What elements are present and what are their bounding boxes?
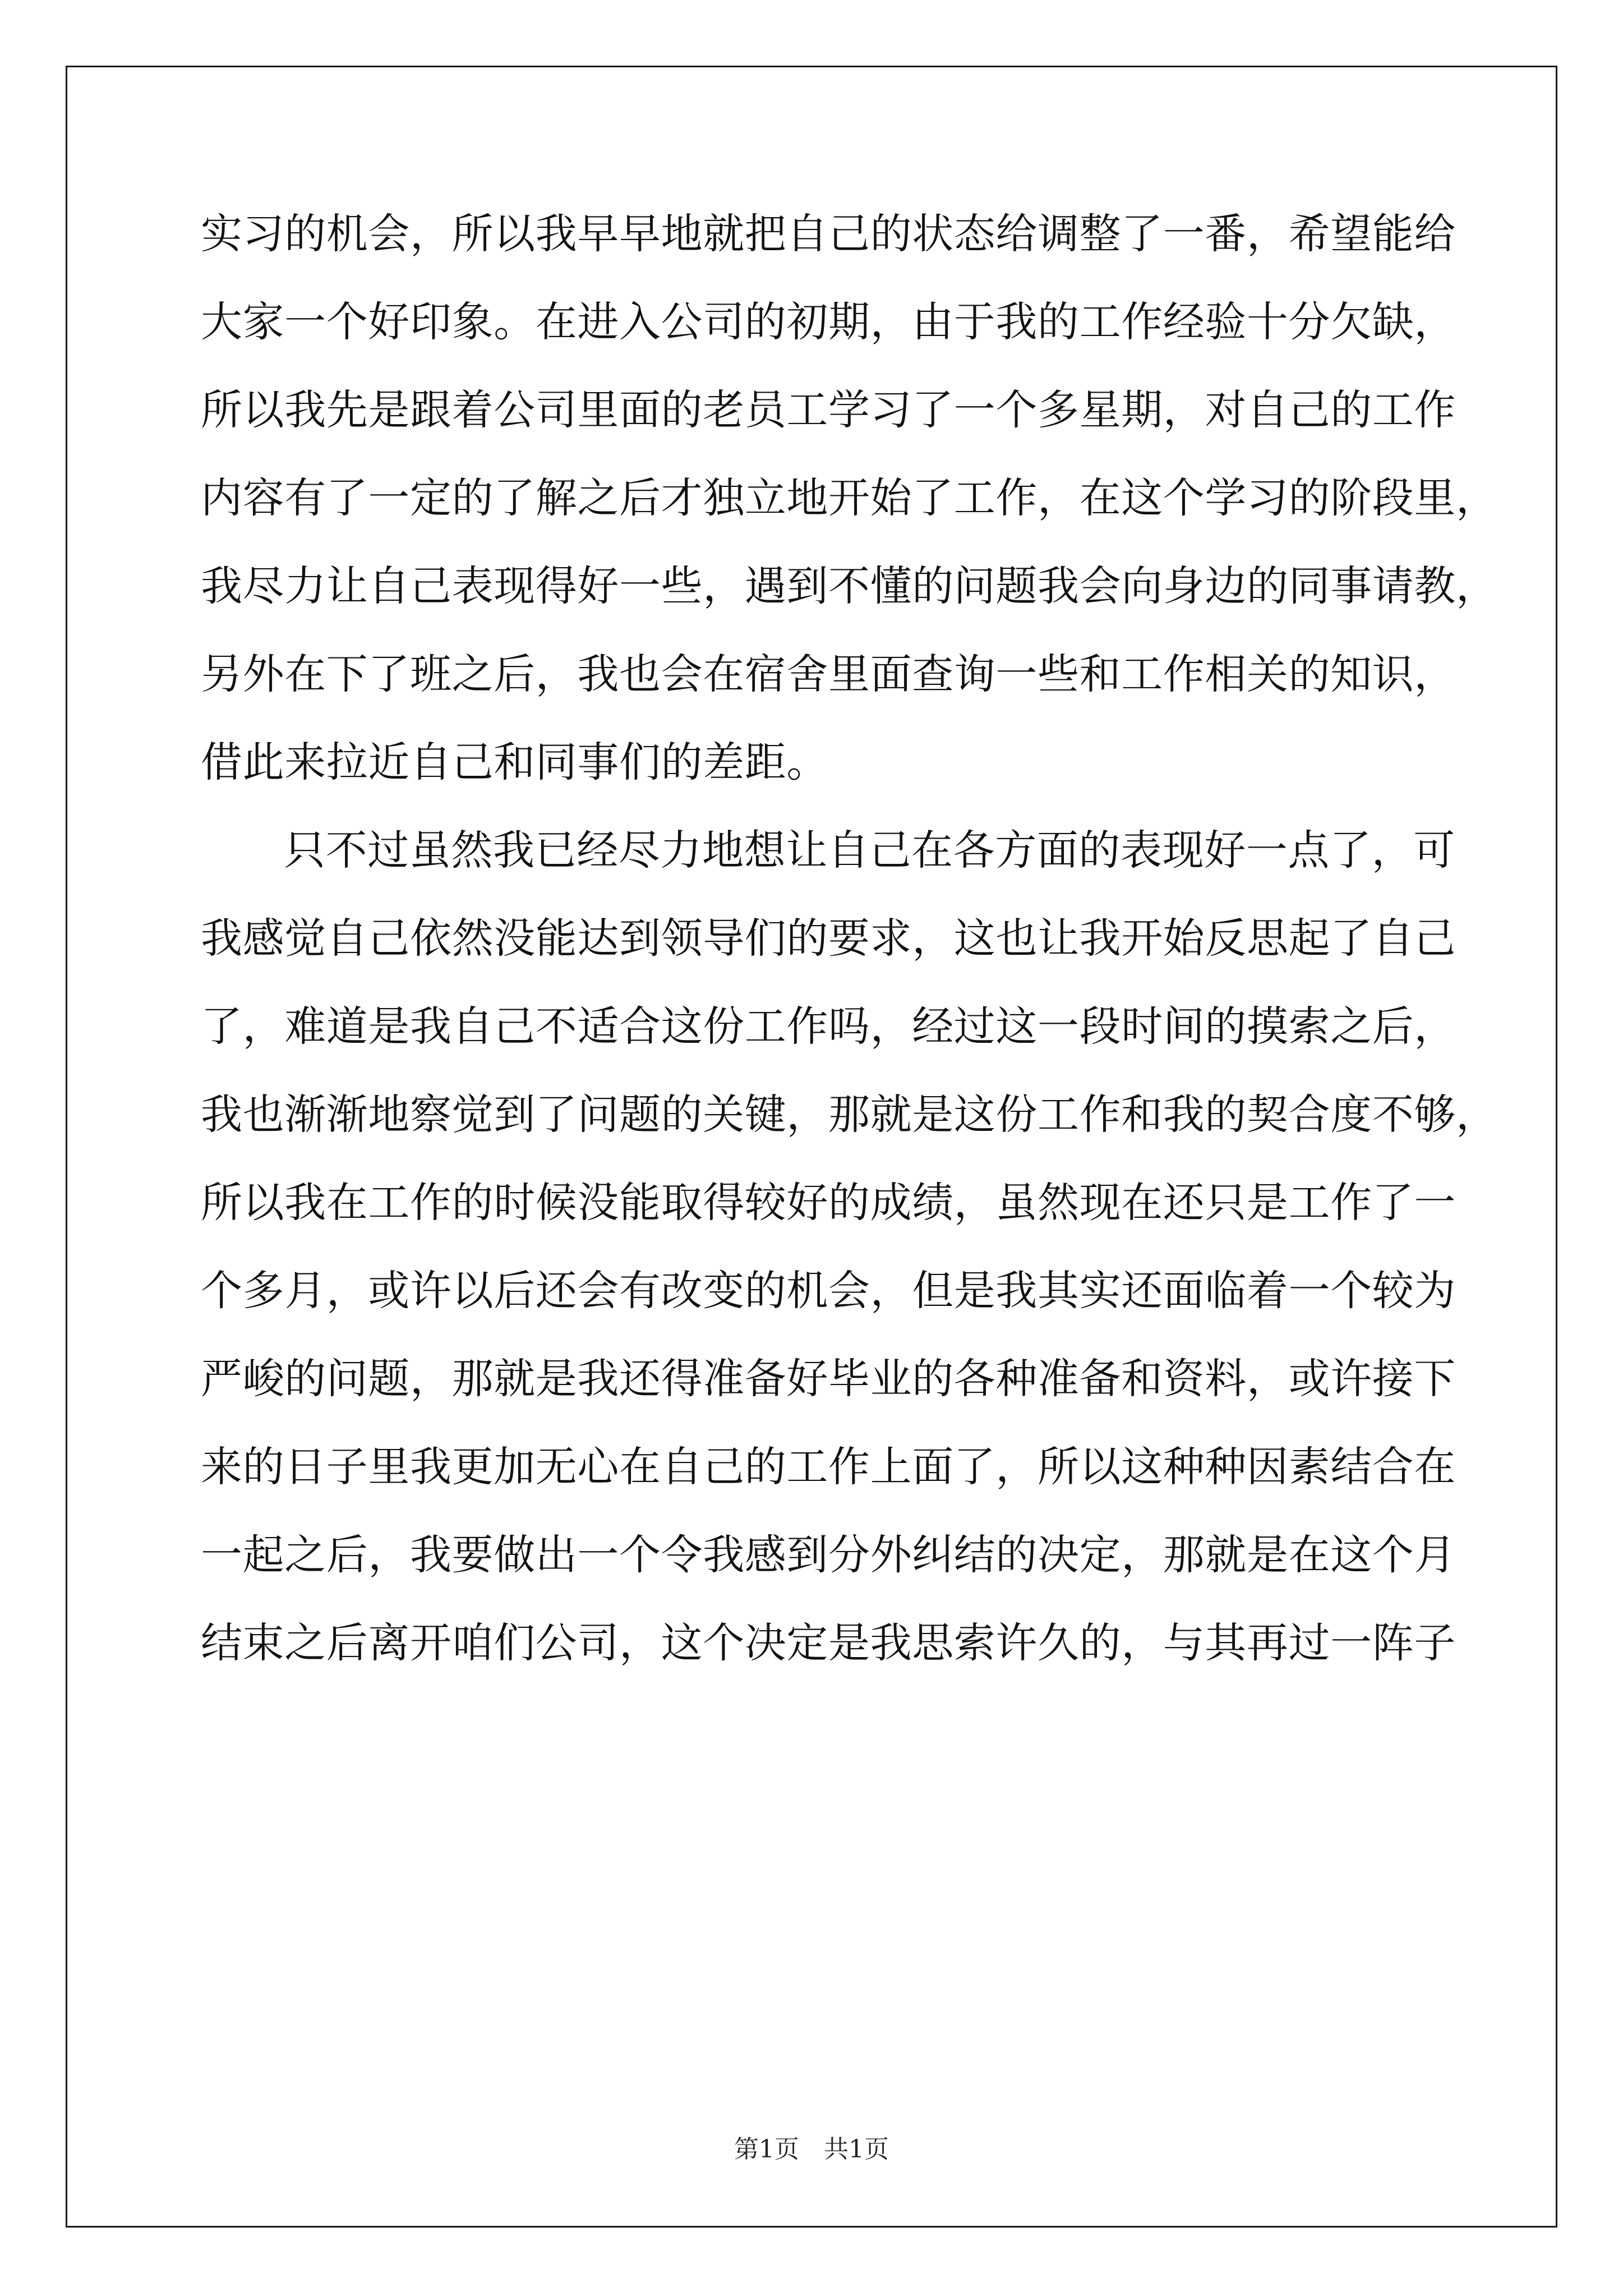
text-line: 来的日子里我更加无心在自己的工作上面了，所以这种种因素结合在 [201, 1443, 1456, 1491]
text-line: 另外在下了班之后，我也会在宿舍里面查询一些和工作相关的知识， [201, 650, 1456, 698]
text-line: 一起之后，我要做出一个令我感到分外纠结的决定，那就是在这个月 [201, 1531, 1456, 1579]
paragraph-first-line: 只不过虽然我已经尽力地想让自己在各方面的表现好一点了，可 [284, 826, 1455, 875]
text-line: 所以我先是跟着公司里面的老员工学习了一个多星期，对自己的工作 [201, 386, 1456, 434]
page-number-footer: 第1页 共1页 [734, 2135, 889, 2164]
text-line: 严峻的问题，那就是我还得准备好毕业的各种准备和资料，或许接下 [201, 1355, 1456, 1403]
text-line: 内容有了一定的了解之后才独立地开始了工作，在这个学习的阶段里， [201, 474, 1498, 522]
text-line: 我尽力让自己表现得好一些，遇到不懂的问题我会向身边的同事请教， [201, 562, 1498, 610]
text-line: 我也渐渐地察觉到了问题的关键，那就是这份工作和我的契合度不够， [201, 1091, 1498, 1139]
text-line: 个多月，或许以后还会有改变的机会，但是我其实还面临着一个较为 [201, 1267, 1456, 1315]
text-line: 结束之后离开咱们公司，这个决定是我思索许久的，与其再过一阵子 [201, 1619, 1456, 1667]
text-line: 我感觉自己依然没能达到领导们的要求，这也让我开始反思起了自己 [201, 914, 1456, 963]
text-line: 大家一个好印象。在进入公司的初期，由于我的工作经验十分欠缺， [201, 298, 1456, 346]
text-line: 所以我在工作的时候没能取得较好的成绩，虽然现在还只是工作了一 [201, 1179, 1456, 1227]
text-line: 借此来拉近自己和同事们的差距。 [201, 738, 828, 786]
text-line: 了，难道是我自己不适合这份工作吗，经过这一段时间的摸索之后， [201, 1002, 1456, 1051]
text-line: 实习的机会，所以我早早地就把自己的状态给调整了一番，希望能给 [201, 210, 1456, 258]
